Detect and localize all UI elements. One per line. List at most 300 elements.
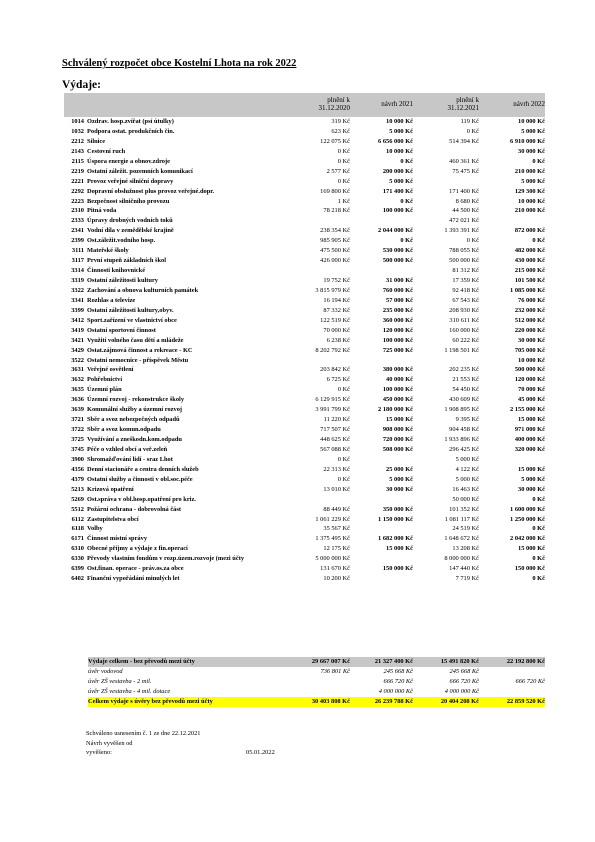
table-row bbox=[64, 336, 545, 346]
row-proposal-2021: 10 000 Kč bbox=[386, 147, 413, 155]
row-actual-2020: 623 Kč bbox=[331, 127, 350, 135]
table-row bbox=[64, 365, 545, 375]
row-actual-2020: 16 194 Kč bbox=[323, 296, 350, 304]
row-actual-2020: 22 313 Kč bbox=[323, 465, 350, 473]
grand-total-label: Celkem výdaje s úvěry bez převodů mezi účty bbox=[88, 698, 213, 705]
total-v3: 15 491 820 Kč bbox=[440, 658, 479, 665]
header-date: 31.12.2020 bbox=[318, 104, 350, 112]
total-v4: 22 192 800 Kč bbox=[506, 658, 545, 665]
row-proposal-2022: 320 000 Kč bbox=[514, 445, 545, 453]
loan-label: úvěr ZŠ vestavba - 4 mil. dotace bbox=[88, 688, 171, 695]
table-row bbox=[64, 356, 545, 366]
row-actual-2020: 5 000 000 Kč bbox=[315, 555, 350, 563]
summary-block bbox=[88, 657, 545, 707]
row-code: 2310 bbox=[71, 207, 84, 215]
row-actual-2021: 54 450 Kč bbox=[452, 386, 479, 394]
row-actual-2020: 0 Kč bbox=[337, 157, 350, 165]
row-proposal-2022: 70 000 Kč bbox=[518, 386, 545, 394]
row-actual-2021: 514 394 Kč bbox=[449, 137, 479, 145]
table-row bbox=[64, 385, 545, 395]
row-name: Územní rozvoj - rekonstrukce školy bbox=[87, 396, 185, 404]
row-actual-2021: 60 222 Kč bbox=[452, 336, 479, 344]
row-proposal-2022: 15 000 Kč bbox=[518, 465, 545, 473]
row-actual-2021: 7 719 Kč bbox=[455, 575, 479, 583]
row-name: Činnosti knihovnické bbox=[87, 267, 146, 275]
row-name: Rozhlas a televize bbox=[87, 296, 136, 304]
row-proposal-2022: 0 Kč bbox=[532, 525, 545, 533]
row-actual-2021: 171 400 Kč bbox=[449, 187, 479, 195]
table-row bbox=[64, 485, 545, 495]
row-actual-2020: 238 354 Kč bbox=[320, 227, 350, 235]
table-body bbox=[64, 117, 545, 584]
row-actual-2021: 0 Kč bbox=[466, 237, 479, 245]
header-date: 31.12.2021 bbox=[447, 104, 479, 112]
row-actual-2020: 169 800 Kč bbox=[320, 187, 350, 195]
row-name: Sběr a svoz nebezpečných odpadů bbox=[87, 416, 180, 424]
row-actual-2020: 122 075 Kč bbox=[320, 137, 350, 145]
row-code: 6118 bbox=[71, 525, 84, 533]
row-name: První stupeň základních škol bbox=[87, 257, 167, 265]
row-code: 5512 bbox=[71, 505, 84, 513]
row-actual-2020: 6 238 Kč bbox=[326, 336, 350, 344]
row-actual-2020: 122 519 Kč bbox=[320, 316, 350, 324]
row-name: Požární ochrana - dobrovolná část bbox=[87, 505, 181, 513]
row-proposal-2021: 360 000 Kč bbox=[382, 316, 413, 324]
row-code: 5269 bbox=[71, 495, 84, 503]
row-name: Činnost místní správy bbox=[87, 535, 148, 543]
row-name: Převody vlastním fondům v rozp.územ.rozvoje (mezi účty bbox=[87, 555, 245, 563]
row-actual-2020: 87 332 Kč bbox=[323, 306, 350, 314]
row-proposal-2022: 0 Kč bbox=[532, 157, 545, 165]
row-name: Zastupitelstva obcí bbox=[87, 515, 139, 523]
row-actual-2021: 44 500 Kč bbox=[452, 207, 479, 215]
row-proposal-2022: 220 000 Kč bbox=[514, 326, 545, 334]
total-label: Výdaje celkem - bez převodů mezi účty bbox=[88, 658, 195, 665]
row-code: 3319 bbox=[71, 277, 84, 284]
row-actual-2021: 1 198 501 Kč bbox=[444, 346, 479, 354]
row-proposal-2022: 0 Kč bbox=[532, 555, 545, 563]
table-row bbox=[64, 117, 545, 127]
row-proposal-2022: 232 000 Kč bbox=[514, 306, 545, 314]
row-actual-2021: 460 361 Kč bbox=[449, 157, 479, 165]
row-proposal-2021: 25 000 Kč bbox=[386, 465, 413, 473]
row-actual-2020: 0 Kč bbox=[337, 147, 350, 155]
row-proposal-2022: 1 600 000 Kč bbox=[510, 505, 545, 513]
table-row bbox=[64, 157, 545, 167]
row-actual-2020: 19 752 Kč bbox=[323, 277, 350, 284]
proposal-note: Návrh vyvěšen od bbox=[86, 739, 133, 747]
row-actual-2021: 16 463 Kč bbox=[452, 485, 479, 493]
row-actual-2020: 6 725 Kč bbox=[326, 376, 350, 384]
row-actual-2021: 310 611 Kč bbox=[449, 316, 479, 324]
row-code: 6330 bbox=[71, 555, 84, 563]
row-name: Ostatní záležitosti kultury,obyv. bbox=[87, 306, 174, 314]
row-code: 3117 bbox=[71, 257, 84, 265]
row-actual-2020: 448 625 Kč bbox=[320, 436, 350, 443]
row-name: Péče o vzhled obcí a veř.zeleň bbox=[87, 445, 168, 453]
row-code: 3322 bbox=[71, 286, 84, 294]
table-row bbox=[64, 296, 545, 306]
row-name: Cestovní ruch bbox=[87, 147, 126, 155]
expenses-table bbox=[64, 93, 545, 584]
row-proposal-2021: 530 000 Kč bbox=[382, 247, 413, 255]
row-proposal-2021: 120 000 Kč bbox=[382, 326, 413, 334]
row-code: 2292 bbox=[71, 187, 84, 195]
row-proposal-2022: 210 000 Kč bbox=[514, 207, 545, 215]
row-proposal-2021: 235 000 Kč bbox=[382, 306, 413, 314]
row-code: 2115 bbox=[71, 157, 84, 165]
row-code: 1032 bbox=[71, 127, 84, 135]
row-proposal-2022: 2 042 000 Kč bbox=[510, 535, 545, 543]
row-proposal-2021: 5 000 Kč bbox=[389, 127, 413, 135]
table-row bbox=[64, 206, 545, 216]
row-actual-2020: 717 507 Kč bbox=[320, 426, 350, 434]
row-actual-2020: 88 449 Kč bbox=[323, 505, 350, 513]
row-code: 3314 bbox=[71, 267, 84, 275]
table-row bbox=[64, 127, 545, 137]
row-proposal-2021: 1 150 000 Kč bbox=[378, 515, 413, 523]
row-proposal-2022: 76 000 Kč bbox=[518, 296, 545, 304]
row-name: Provoz veřejné silniční dopravy bbox=[87, 177, 174, 185]
row-proposal-2022: 0 Kč bbox=[532, 575, 545, 583]
loan-v2: 666 720 Kč bbox=[383, 678, 413, 685]
row-actual-2020: 35 567 Kč bbox=[323, 525, 350, 533]
header-label: plnění k bbox=[327, 96, 350, 104]
row-proposal-2022: 5 000 Kč bbox=[521, 127, 545, 135]
total-row bbox=[88, 657, 545, 667]
posted-label: vyvěšeno: bbox=[86, 749, 112, 756]
table-row bbox=[64, 177, 545, 187]
row-code: 3639 bbox=[71, 406, 84, 414]
row-proposal-2021: 15 000 Kč bbox=[386, 416, 413, 424]
row-name: Sport.zařízení ve vlastnictví obce bbox=[87, 316, 177, 324]
row-code: 2143 bbox=[71, 147, 84, 155]
row-proposal-2021: 0 Kč bbox=[400, 157, 413, 165]
row-code: 3635 bbox=[71, 386, 84, 394]
row-proposal-2021: 2 180 000 Kč bbox=[378, 406, 413, 414]
row-name: Obecné příjmy a výdaje z fin.operací bbox=[87, 545, 188, 553]
row-proposal-2021: 0 Kč bbox=[400, 237, 413, 245]
row-proposal-2022: 6 910 000 Kč bbox=[510, 137, 545, 145]
row-actual-2020: 567 088 Kč bbox=[320, 445, 350, 453]
row-actual-2020: 2 577 Kč bbox=[326, 167, 350, 175]
table-row bbox=[64, 395, 545, 405]
document-title: Schválený rozpočet obce Kostelní Lhota na rok 2022 bbox=[62, 58, 297, 69]
row-actual-2021: 1 081 117 Kč bbox=[444, 515, 479, 523]
table-row bbox=[64, 346, 545, 356]
row-proposal-2021: 30 000 Kč bbox=[386, 485, 413, 493]
loan-v4: 666 720 Kč bbox=[515, 678, 545, 685]
row-actual-2021: 5 000 Kč bbox=[455, 455, 479, 463]
row-code: 3111 bbox=[71, 247, 84, 255]
row-code: 3631 bbox=[71, 366, 84, 374]
row-actual-2021: 101 352 Kč bbox=[449, 505, 479, 513]
row-actual-2021: 9 395 Kč bbox=[455, 416, 479, 424]
posted-note bbox=[86, 748, 275, 758]
row-proposal-2022: 512 000 Kč bbox=[514, 316, 545, 324]
row-actual-2021: 160 000 Kč bbox=[449, 326, 479, 334]
row-proposal-2021: 500 000 Kč bbox=[382, 257, 413, 265]
row-proposal-2022: 971 000 Kč bbox=[514, 426, 545, 434]
header-proposal-2022: návrh 2022 bbox=[513, 100, 545, 108]
row-proposal-2022: 215 000 Kč bbox=[514, 267, 545, 275]
row-name: Ostatní služby a činnosti v obl.soc.péče bbox=[87, 475, 193, 483]
loan-v3: 245 668 Kč bbox=[449, 668, 479, 675]
row-proposal-2022: 15 000 Kč bbox=[518, 416, 545, 424]
row-code: 3636 bbox=[71, 396, 84, 404]
row-proposal-2021: 10 000 Kč bbox=[386, 118, 413, 125]
table-row bbox=[64, 574, 545, 584]
table-row bbox=[64, 326, 545, 336]
row-proposal-2021: 5 000 Kč bbox=[389, 177, 413, 185]
grand-total-v1: 30 403 808 Kč bbox=[311, 698, 350, 705]
table-row bbox=[64, 276, 545, 286]
row-proposal-2022: 129 300 Kč bbox=[514, 187, 545, 195]
table-row bbox=[64, 197, 545, 207]
row-actual-2021: 1 933 896 Kč bbox=[444, 436, 479, 443]
row-actual-2021: 92 418 Kč bbox=[452, 286, 479, 294]
row-code: 4379 bbox=[71, 475, 84, 483]
grand-total-v4: 22 859 520 Kč bbox=[506, 698, 545, 705]
row-name: Denní stacionáře a centra denních služeb bbox=[87, 465, 199, 473]
row-proposal-2021: 2 044 000 Kč bbox=[378, 227, 413, 235]
row-name: Mateřské školy bbox=[87, 247, 129, 255]
row-proposal-2021: 508 000 Kč bbox=[382, 445, 413, 453]
row-code: 3419 bbox=[71, 326, 84, 334]
row-proposal-2022: 482 000 Kč bbox=[514, 247, 545, 255]
row-proposal-2022: 15 000 Kč bbox=[518, 545, 545, 553]
row-actual-2021: 0 Kč bbox=[466, 127, 479, 135]
row-actual-2021: 24 519 Kč bbox=[452, 525, 479, 533]
row-proposal-2022: 5 000 Kč bbox=[521, 475, 545, 483]
row-actual-2020: 0 Kč bbox=[337, 455, 350, 463]
loan-label: úvěr ZŠ vestavba - 2 mil. bbox=[88, 678, 152, 685]
row-code: 4356 bbox=[71, 465, 84, 473]
row-proposal-2022: 30 000 Kč bbox=[518, 485, 545, 493]
row-code: 2341 bbox=[71, 227, 84, 235]
table-row bbox=[64, 236, 545, 246]
row-actual-2020: 70 000 Kč bbox=[323, 326, 350, 334]
row-proposal-2021: 171 400 Kč bbox=[382, 187, 413, 195]
table-row bbox=[64, 505, 545, 515]
row-code: 3421 bbox=[71, 336, 84, 344]
loan-label: úvěr vodovod bbox=[88, 668, 123, 675]
row-proposal-2021: 100 000 Kč bbox=[382, 336, 413, 344]
row-proposal-2021: 1 682 000 Kč bbox=[378, 535, 413, 543]
row-code: 5213 bbox=[71, 485, 84, 493]
row-proposal-2022: 30 000 Kč bbox=[518, 336, 545, 344]
row-actual-2021: 904 458 Kč bbox=[449, 426, 479, 434]
loan-row bbox=[88, 687, 545, 697]
row-proposal-2022: 120 000 Kč bbox=[514, 376, 545, 384]
table-row bbox=[64, 415, 545, 425]
row-actual-2021: 50 000 Kč bbox=[452, 495, 479, 503]
loan-row bbox=[88, 677, 545, 687]
table-row bbox=[64, 564, 545, 574]
table-row bbox=[64, 435, 545, 445]
row-code: 3341 bbox=[71, 296, 84, 304]
loan-v2: 245 668 Kč bbox=[383, 668, 413, 675]
loan-v2: 4 000 000 Kč bbox=[378, 688, 413, 695]
table-row bbox=[64, 515, 545, 525]
row-proposal-2021: 200 000 Kč bbox=[382, 167, 413, 175]
table-row bbox=[64, 256, 545, 266]
row-code: 6310 bbox=[71, 545, 84, 553]
row-code: 2333 bbox=[71, 217, 84, 225]
row-name: Ostatní záležitosti kultury bbox=[87, 277, 159, 284]
row-code: 2223 bbox=[71, 197, 84, 205]
approval-notes bbox=[86, 729, 275, 758]
row-actual-2021: 472 021 Kč bbox=[449, 217, 479, 225]
row-code: 3632 bbox=[71, 376, 84, 384]
row-proposal-2022: 2 155 000 Kč bbox=[510, 406, 545, 414]
row-actual-2020: 8 202 792 Kč bbox=[315, 346, 350, 354]
row-actual-2020: 78 218 Kč bbox=[323, 207, 350, 215]
row-proposal-2021: 5 000 Kč bbox=[389, 475, 413, 483]
header-actual-2021 bbox=[415, 96, 479, 112]
row-code: 2399 bbox=[71, 237, 84, 245]
row-proposal-2022: 210 000 Kč bbox=[514, 167, 545, 175]
row-code: 2221 bbox=[71, 177, 84, 185]
row-proposal-2021: 40 000 Kč bbox=[386, 376, 413, 384]
row-actual-2021: 8 000 000 Kč bbox=[444, 555, 479, 563]
row-proposal-2021: 57 000 Kč bbox=[386, 296, 413, 304]
row-name: Úspora energie a obnov.zdroje bbox=[87, 157, 170, 165]
row-proposal-2022: 150 000 Kč bbox=[514, 565, 545, 573]
row-actual-2020: 319 Kč bbox=[331, 118, 350, 125]
table-row bbox=[64, 226, 545, 236]
table-row bbox=[64, 137, 545, 147]
row-name: Finanční vypořádání minulých let bbox=[87, 575, 180, 583]
row-code: 3722 bbox=[71, 426, 84, 434]
row-code: 3429 bbox=[71, 346, 84, 354]
row-code: 3900 bbox=[71, 455, 84, 463]
row-name: Územní plán bbox=[87, 386, 122, 394]
section-title: Výdaje: bbox=[62, 79, 101, 91]
row-proposal-2021: 760 000 Kč bbox=[382, 286, 413, 294]
row-name: Ostatní záležit. pozemních komunikací bbox=[87, 167, 193, 175]
header-actual-2020 bbox=[314, 96, 350, 112]
row-actual-2021: 1 393 391 Kč bbox=[444, 227, 479, 235]
table-row bbox=[64, 455, 545, 465]
grand-total-v3: 20 404 208 Kč bbox=[440, 698, 479, 705]
row-proposal-2022: 430 000 Kč bbox=[514, 257, 545, 265]
row-proposal-2021: 100 000 Kč bbox=[382, 207, 413, 215]
loan-row bbox=[88, 667, 545, 677]
row-proposal-2021: 31 000 Kč bbox=[386, 277, 413, 284]
total-v1: 29 667 007 Kč bbox=[311, 658, 350, 665]
loan-v3: 666 720 Kč bbox=[449, 678, 479, 685]
table-row bbox=[64, 286, 545, 296]
row-name: Sběr a svoz komun.odpadu bbox=[87, 426, 161, 434]
row-actual-2020: 12 175 Kč bbox=[323, 545, 350, 553]
row-proposal-2021: 350 000 Kč bbox=[382, 505, 413, 513]
row-actual-2020: 131 670 Kč bbox=[320, 565, 350, 573]
grand-total-v2: 26 239 788 Kč bbox=[374, 698, 413, 705]
row-name: Silnice bbox=[87, 137, 106, 145]
row-actual-2021: 1 908 895 Kč bbox=[444, 406, 479, 414]
row-actual-2020: 3 815 979 Kč bbox=[315, 286, 350, 294]
loan-v3: 4 000 000 Kč bbox=[444, 688, 479, 695]
table-row bbox=[64, 534, 545, 544]
loan-v1: 736 801 Kč bbox=[320, 668, 350, 675]
row-name: Využití volného času dětí a mládeže bbox=[87, 336, 184, 344]
table-row bbox=[64, 524, 545, 534]
row-actual-2020: 0 Kč bbox=[337, 177, 350, 185]
row-proposal-2022: 400 000 Kč bbox=[514, 436, 545, 443]
row-proposal-2021: 150 000 Kč bbox=[382, 565, 413, 573]
table-row bbox=[64, 405, 545, 415]
row-name: Využívání a zneškodn.kom.odpadu bbox=[87, 436, 182, 443]
table-row bbox=[64, 475, 545, 485]
row-proposal-2022: 500 000 Kč bbox=[514, 366, 545, 374]
row-actual-2021: 21 553 Kč bbox=[452, 376, 479, 384]
row-name: Ost.záležit.vodního hosp. bbox=[87, 237, 156, 245]
row-name: Shromažďování lidí - sraz Lhot bbox=[87, 455, 173, 463]
row-name: Ozdrav. hosp.zvířat (psí útulky) bbox=[87, 118, 174, 125]
row-name: Volby bbox=[87, 525, 103, 533]
table-row bbox=[64, 465, 545, 475]
row-proposal-2021: 908 000 Kč bbox=[382, 426, 413, 434]
row-proposal-2021: 0 Kč bbox=[400, 197, 413, 205]
row-code: 6399 bbox=[71, 565, 84, 573]
table-header bbox=[64, 93, 545, 117]
row-code: 3399 bbox=[71, 306, 84, 314]
row-proposal-2022: 705 000 Kč bbox=[514, 346, 545, 354]
row-name: Komunální služby a územní rozvoj bbox=[87, 406, 183, 414]
row-name: Ostat.zájmová činnost a rekreace - KC bbox=[87, 346, 193, 354]
row-actual-2021: 202 235 Kč bbox=[449, 366, 479, 374]
table-row bbox=[64, 495, 545, 505]
row-name: Ostatní sportovní činnost bbox=[87, 326, 156, 334]
table-row bbox=[64, 187, 545, 197]
row-actual-2021: 147 440 Kč bbox=[449, 565, 479, 573]
row-proposal-2022: 1 250 000 Kč bbox=[510, 515, 545, 523]
row-actual-2020: 0 Kč bbox=[337, 386, 350, 394]
row-actual-2020: 1 375 495 Kč bbox=[315, 535, 350, 543]
row-actual-2021: 13 208 Kč bbox=[452, 545, 479, 553]
table-row bbox=[64, 167, 545, 177]
row-actual-2021: 788 055 Kč bbox=[449, 247, 479, 255]
row-actual-2021: 75 475 Kč bbox=[452, 167, 479, 175]
row-code: 2212 bbox=[71, 137, 84, 145]
row-code: 3745 bbox=[71, 445, 84, 453]
row-code: 3721 bbox=[71, 416, 84, 424]
row-proposal-2022: 45 000 Kč bbox=[518, 396, 545, 404]
row-code: 6112 bbox=[71, 515, 84, 523]
row-name: Ostatní nemocnice - příspěvek Městu bbox=[87, 356, 189, 364]
approval-note: Schváleno usnesením č. 1 ze dne 22.12.2021 bbox=[86, 730, 201, 737]
row-actual-2020: 11 220 Kč bbox=[323, 416, 350, 424]
row-actual-2020: 1 Kč bbox=[337, 197, 350, 205]
row-actual-2021: 208 930 Kč bbox=[449, 306, 479, 314]
row-actual-2020: 475 500 Kč bbox=[320, 247, 350, 255]
row-name: Podpora ostat. produkčních čin. bbox=[87, 127, 175, 135]
row-actual-2020: 426 000 Kč bbox=[320, 257, 350, 265]
row-proposal-2022: 101 500 Kč bbox=[514, 277, 545, 284]
row-actual-2020: 1 061 229 Kč bbox=[315, 515, 350, 523]
table-row bbox=[64, 544, 545, 554]
row-name: Dopravní obslužnost plus provoz veřejné.dopr. bbox=[87, 187, 215, 195]
row-proposal-2022: 0 Kč bbox=[532, 237, 545, 245]
row-actual-2020: 0 Kč bbox=[337, 475, 350, 483]
row-proposal-2021: 100 000 Kč bbox=[382, 386, 413, 394]
row-actual-2020: 203 842 Kč bbox=[320, 366, 350, 374]
row-code: 6171 bbox=[71, 535, 84, 543]
table-row bbox=[64, 306, 545, 316]
row-proposal-2021: 6 656 000 Kč bbox=[378, 137, 413, 145]
row-proposal-2021: 720 000 Kč bbox=[382, 436, 413, 443]
